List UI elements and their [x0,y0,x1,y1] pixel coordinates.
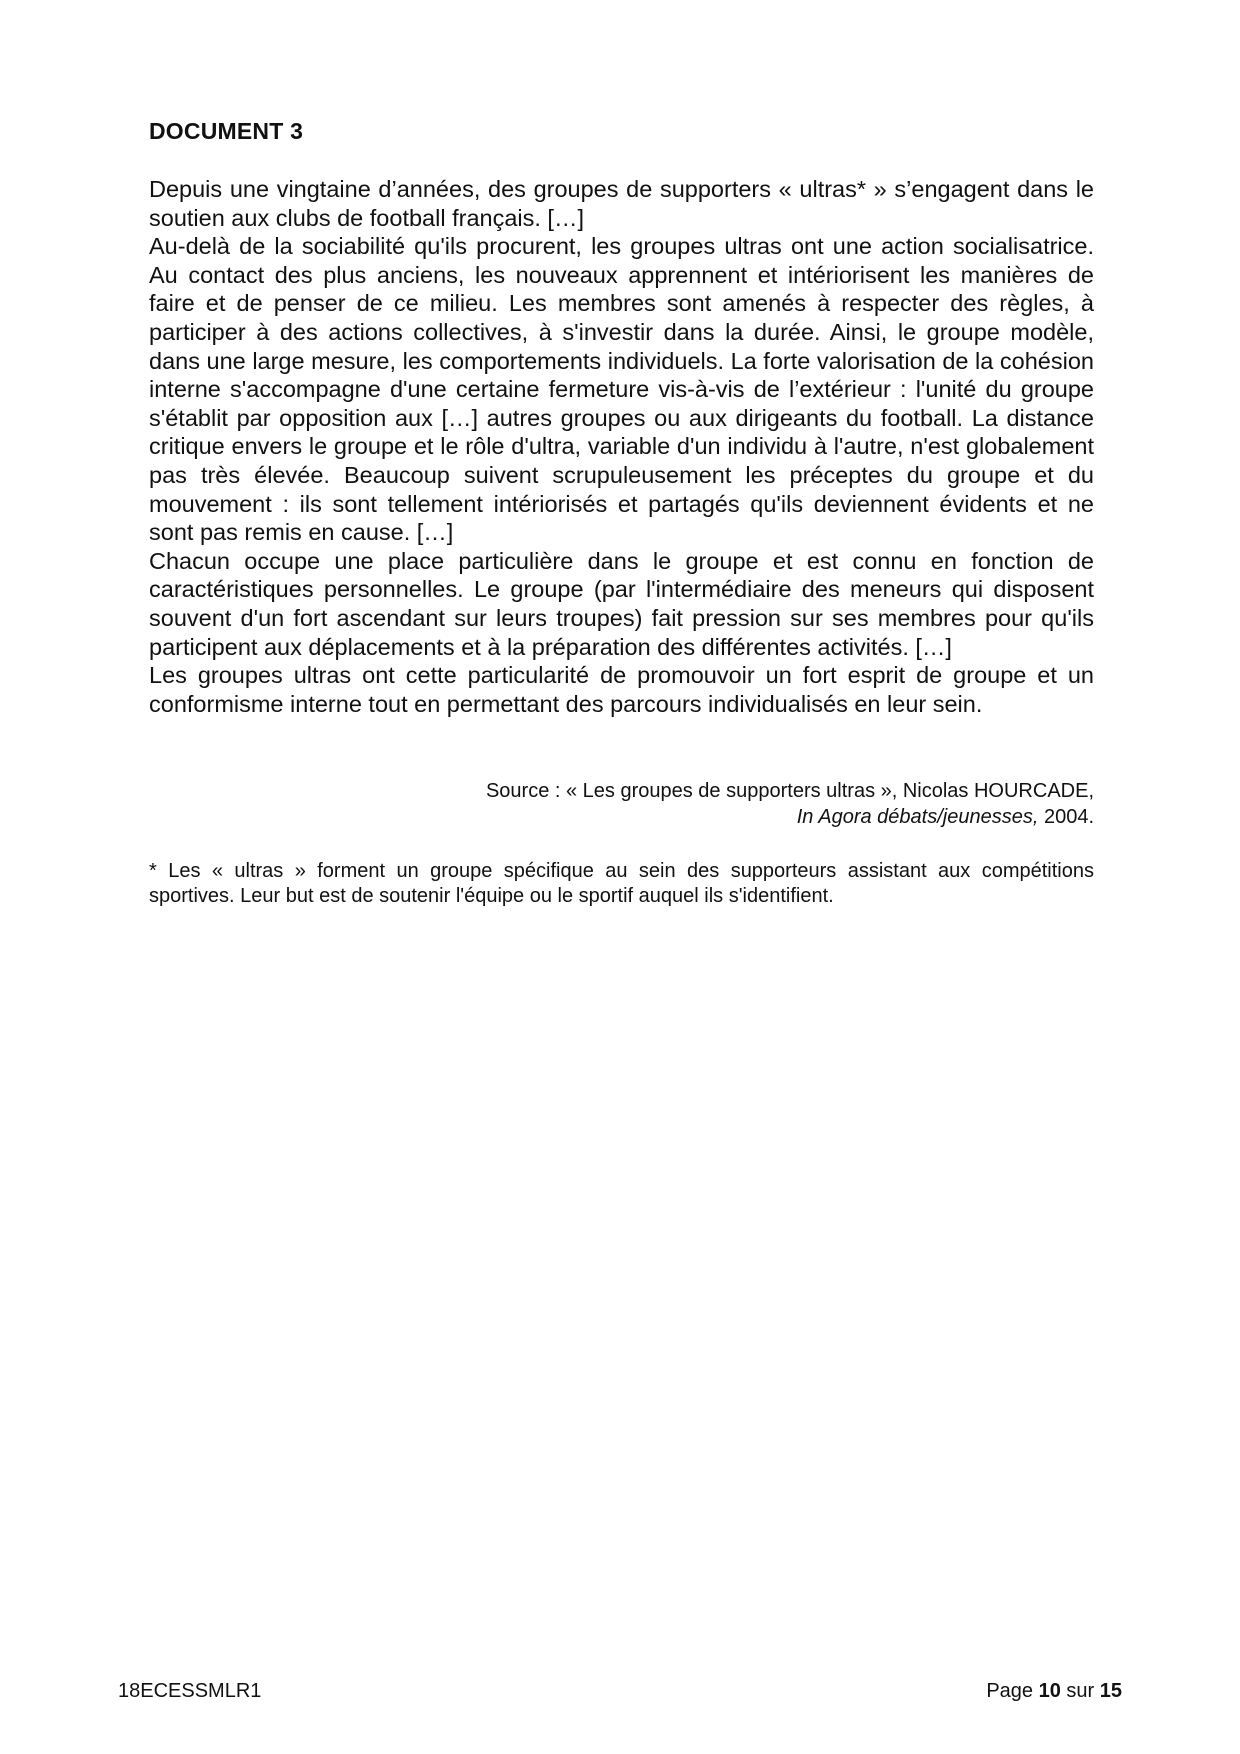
source-publication: In Agora débats/jeunesses, [796,806,1039,828]
page-prefix: Page [986,1680,1039,1702]
source-line-2 [149,804,1094,830]
source-line-1: Source : « Les groupes de supporters ultras », Nicolas HOURCADE, [485,780,1094,802]
source-year: 2004. [1038,806,1094,828]
exam-code: 18ECESSMLR1 [118,1680,262,1702]
source-citation [149,778,1094,830]
paragraph-intro: Depuis une vingtaine d’années, des groupes de supporters « ultras* » s’engagent dans le soutien aux clubs de football français. […] [149,176,1094,231]
document-title: DOCUMENT 3 [149,118,304,144]
document-body [149,175,1094,718]
page-separator: sur [1060,1680,1100,1702]
paragraph-conclusion: Les groupes ultras ont cette particularité de promouvoir un fort esprit de groupe et un conformisme interne tout en permettant des parcours individualisés en leur sein. [149,662,1094,717]
page-number [986,1680,1122,1703]
paragraph-socialisation: Au-delà de la sociabilité qu'ils procurent, les groupes ultras ont une action socialisatrice. Au contact des plus anciens, les nouveaux apprennent et intériorisent les manières de faire et de penser de ce milieu. Les membres sont amenés à respecter des règles, à participer à des actions collectives, à s'investir dans la durée. Ainsi, le groupe modèle, dans une large mesure, les comportements individuels. La forte valorisation de la cohésion interne s'accompagne d'une certaine fermeture vis-à-vis de l’extérieur : l'unité du groupe s'établit par opposition aux […] autres groupes ou aux dirigeants du football. La distance critique envers le groupe et le rôle d'ultra, variable d'un individu à l'autre, n'est globalement pas très élevée. Beaucoup suivent scrupuleusement les préceptes du groupe et du mouvement : ils sont tellement intériorisés et partagés qu'ils deviennent évidents et ne sont pas remis en cause. […] [149,233,1094,546]
page-total: 15 [1099,1680,1122,1702]
paragraph-roles: Chacun occupe une place particulière dans le groupe et est connu en fonction de caractéristiques personnelles. Le groupe (par l'intermédiaire des meneurs qui disposent souvent d'un fort ascendant sur leurs troupes) fait pression sur ses membres pour qu'ils participent aux déplacements et à la préparation des différentes activités. […] [149,547,1094,660]
page-current: 10 [1038,1680,1061,1702]
footnote: * Les « ultras » forment un groupe spécifique au sein des supporteurs assistant aux compétitions sportives. Leur but est de soutenir l'équipe ou le sportif auquel ils s'identifient. [149,860,1094,907]
